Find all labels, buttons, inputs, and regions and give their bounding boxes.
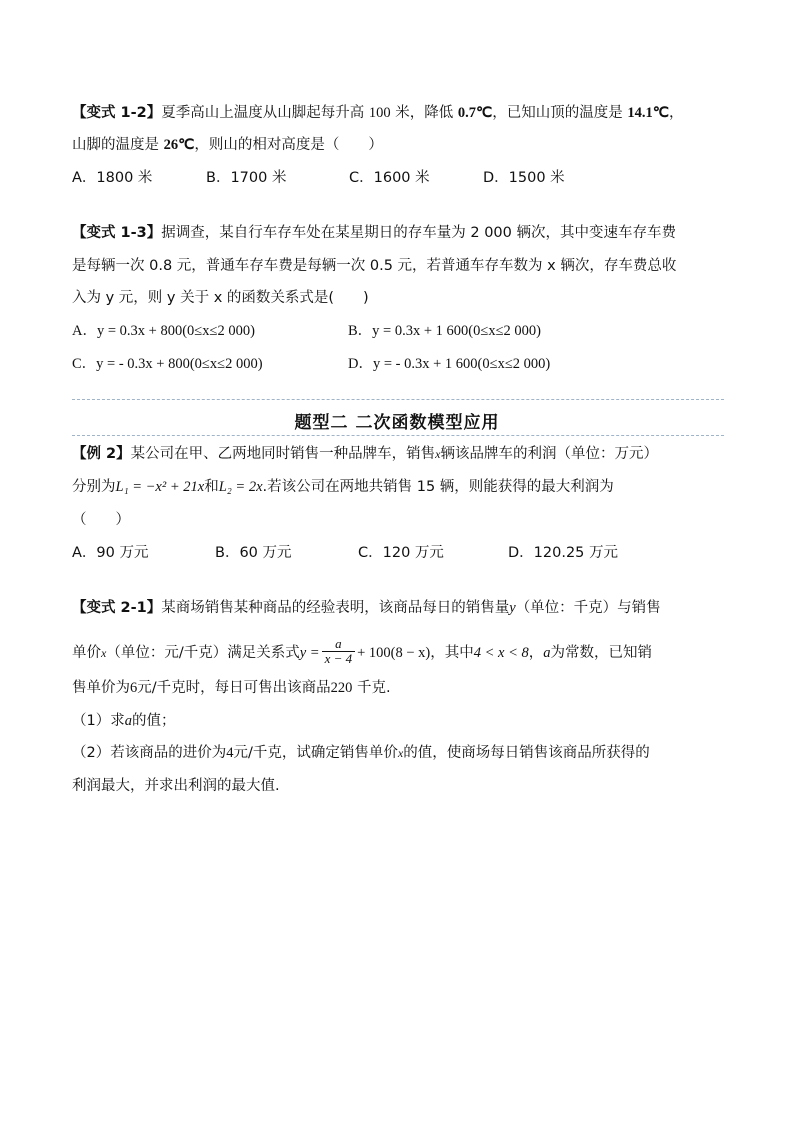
example-2-line-3: （ ） xyxy=(72,512,130,528)
variant-1-3-option-d: D．y = - 0.3x + 1 600(0≤x≤2 000) xyxy=(348,356,551,372)
formula-l2: L₂ = 2x xyxy=(218,479,263,495)
fraction-a-over-x-minus-4: $\frac{a}{x - 4}$ xyxy=(322,637,356,666)
example-2-option-c: C．120 万元 xyxy=(358,545,444,561)
example-2-line-1: 【例 2】某公司在甲、乙两地同时销售一种品牌车，销售x辆该品牌车的利润（单位：万元） xyxy=(72,446,658,462)
variant-1-2-option-c: C．1600 米 xyxy=(349,170,430,186)
example-2-option-a: A．90 万元 xyxy=(72,545,149,561)
variant-1-3-option-a: A．y = 0.3x + 800(0≤x≤2 000) xyxy=(72,323,255,339)
variant-1-2-option-b: B．1700 米 xyxy=(206,170,287,186)
variant-2-1-line-3: 售单价为6元/千克时，每日可售出该商品220 千克. xyxy=(72,680,391,696)
variant-1-3-option-c: C．y = - 0.3x + 800(0≤x≤2 000) xyxy=(72,356,263,372)
formula-l1: L₁ = −x² + 21x xyxy=(115,479,205,495)
variant-1-3-line-1: 【变式 1-3】据调查，某自行车存车处在某星期日的存车量为 2 000 辆次，其中变速车存车费 xyxy=(72,225,676,241)
question-2-line-1: （2）若该商品的进价为4元/千克，试确定销售单价x的值，使商场每日销售该商品所获得的 xyxy=(72,745,650,761)
variant-1-2-option-d: D．1500 米 xyxy=(483,170,565,186)
section-divider-bottom xyxy=(72,435,724,436)
variant-1-3-option-b: B．y = 0.3x + 1 600(0≤x≤2 000) xyxy=(348,323,541,339)
variant-2-1-line-1: 【变式 2-1】某商场销售某种商品的经验表明，该商品每日的销售量y（单位：千克）与销售 xyxy=(72,600,661,616)
question-1: （1）求a的值； xyxy=(72,713,176,729)
variant-2-1-label: 【变式 2-1】 xyxy=(72,600,162,616)
variant-1-3-line-2: 是每辆一次 0.8 元，普通车存车费是每辆一次 0.5 元，若普通车存车数为 x 辆次，存车费总收 xyxy=(72,258,677,274)
example-2-option-b: B．60 万元 xyxy=(215,545,292,561)
example-2-label: 【例 2】 xyxy=(72,446,131,462)
variant-2-1-line-2: 单价x（单位：元/千克）满足关系式y = $\frac{a}{x - 4}$ + 100(8 − x)，其中4 < x < 8，a为常数，已知销 xyxy=(72,635,653,666)
variant-1-2-line-1: 【变式 1-2】夏季高山上温度从山脚起每升高 100 米，降低 0.7℃，已知山顶的温度是 14.1℃， xyxy=(72,105,684,121)
variant-1-2-option-a: A．1800 米 xyxy=(72,170,153,186)
variant-1-2-line-2: 山脚的温度是 26℃，则山的相对高度是（ ） xyxy=(72,137,383,153)
question-2-line-2: 利润最大，并求出利润的最大值. xyxy=(72,778,280,794)
variant-1-3-label: 【变式 1-3】 xyxy=(72,225,162,241)
example-2-line-2: 分别为L₁ = −x² + 21x和L₂ = 2x.若该公司在两地共销售 15 辆，则能获得的最大利润为 xyxy=(72,479,614,495)
section-heading: 题型二 二次函数模型应用 xyxy=(294,413,500,433)
example-2-option-d: D．120.25 万元 xyxy=(508,545,619,561)
variant-1-3-line-3: 入为 y 元，则 y 关于 x 的函数关系式是( ) xyxy=(72,290,369,306)
section-divider-top xyxy=(72,399,724,400)
variant-1-2-label: 【变式 1-2】 xyxy=(72,105,162,121)
